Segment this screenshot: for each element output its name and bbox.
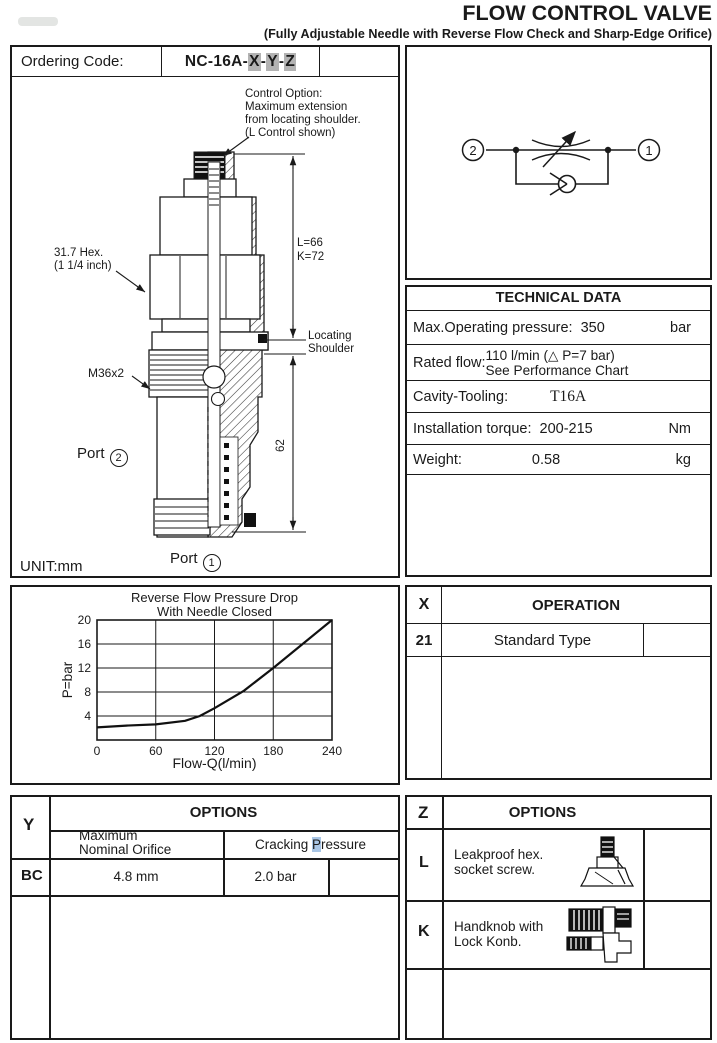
technical-data-panel [405, 285, 712, 577]
hex-socket-screw-icon [575, 835, 637, 895]
x-row-empty-cell [643, 624, 710, 656]
table-line [407, 828, 710, 830]
locating-line: Locating [308, 330, 352, 342]
code-x: X [249, 52, 260, 70]
port-word: Port [77, 445, 105, 462]
hex-size-line: (1 1/4 inch) [54, 260, 112, 272]
table-line [643, 828, 645, 968]
hex-size-line: 31.7 Hex. [54, 247, 104, 259]
z-row-l-code: L [419, 854, 429, 871]
code-y: Y [267, 52, 278, 70]
tech-label: Installation torque: [413, 420, 532, 437]
thread-size-label: M36x2 [88, 366, 125, 380]
y-subheader-line: Nominal Orifice [79, 842, 172, 857]
x-operation-table [405, 585, 712, 780]
z-table-header: OPTIONS [508, 804, 577, 821]
svg-text:20: 20 [77, 613, 91, 627]
unit-label: UNIT:mm [20, 558, 83, 575]
table-line [12, 858, 398, 860]
chart-xlabel: Flow-Q(l/min) [172, 755, 257, 771]
z-table-col-header: Z [418, 803, 429, 822]
page-title: FLOW CONTROL VALVE [462, 1, 712, 25]
tech-value: 200-215 [539, 420, 593, 437]
y-row-orifice: 4.8 mm [113, 869, 159, 884]
x-row-code: 21 [407, 624, 442, 656]
control-option-note [245, 88, 400, 140]
note-line: from locating shoulder. [245, 114, 361, 126]
y-row-pressure: 2.0 bar [254, 869, 297, 884]
y-subheader-line: Maximum [79, 828, 138, 843]
chart-title: Reverse Flow Pressure Drop [131, 590, 298, 605]
x-table-header-row [407, 587, 710, 624]
locating-shoulder-label [308, 330, 354, 356]
x-table-row-21 [407, 624, 710, 657]
port-1-number: 1 [203, 554, 221, 572]
dim-l-label: L=66 [297, 237, 323, 249]
z-row-k-label [454, 919, 543, 949]
svg-text:4: 4 [84, 709, 91, 723]
x-table-col-header: X [407, 587, 442, 623]
y-subheader-orifice [79, 829, 171, 857]
symbol-port-2: 2 [469, 143, 477, 158]
z-row-label-line: Lock Konb. [454, 934, 522, 949]
table-line [49, 797, 51, 1038]
x-empty-code-cell [407, 657, 442, 778]
table-line [328, 858, 330, 895]
tech-value: 350 [580, 319, 605, 336]
code-prefix: NC-16A- [184, 52, 249, 70]
page-subtitle: (Fully Adjustable Needle with Reverse Flow Check and Sharp-Edge Orifice) [263, 27, 712, 41]
tech-value: 110 l/min (△ P=7 bar) [485, 347, 615, 363]
tech-value-stack [486, 348, 629, 378]
scan-artifact [18, 17, 58, 26]
svg-text:180: 180 [263, 744, 284, 758]
x-table-header: OPERATION [531, 596, 621, 614]
svg-text:0: 0 [93, 744, 101, 758]
valve-drawing-panel [10, 45, 400, 578]
z-row-l-label [454, 847, 543, 877]
symbol-port-1: 1 [645, 143, 653, 158]
y-subheader-text: Cracking [254, 837, 312, 852]
tech-row-cavity [407, 381, 710, 413]
tech-label: Rated flow: [413, 354, 486, 371]
table-line [442, 797, 444, 1038]
tech-label: Weight: [413, 451, 462, 468]
y-subheader-text: ressure [321, 837, 367, 852]
z-row-k-code: K [418, 923, 430, 940]
port-2-number: 2 [110, 449, 128, 467]
svg-text:240: 240 [321, 744, 343, 758]
locating-line: Shoulder [308, 343, 355, 355]
note-line: Maximum extension [245, 101, 348, 113]
tech-value: T16A [550, 387, 587, 405]
note-line: (L Control shown) [245, 127, 336, 139]
x-row-label: Standard Type [493, 631, 592, 649]
svg-text:16: 16 [77, 637, 91, 651]
performance-chart-panel [10, 585, 400, 785]
z-options-table [405, 795, 712, 1040]
svg-text:60: 60 [149, 744, 163, 758]
svg-text:8: 8 [84, 685, 91, 699]
port-1-label [170, 550, 221, 572]
code-z: Z [285, 52, 296, 70]
tech-value: 0.58 [531, 451, 561, 468]
port-word: Port [170, 550, 198, 567]
tech-unit: kg [675, 451, 691, 468]
tech-unit: bar [670, 319, 691, 336]
tech-row-torque [407, 413, 710, 445]
table-line [407, 968, 710, 970]
y-table-col-header: Y [23, 815, 35, 834]
port-2-label [77, 445, 128, 467]
hydraulic-symbol-panel [405, 45, 712, 280]
z-row-label-line: Leakproof hex. [454, 847, 544, 862]
dim-k-label: K=72 [297, 251, 325, 263]
tech-value2: See Performance Chart [485, 362, 629, 378]
tech-label: Cavity-Tooling: [413, 388, 509, 405]
x-table-empty-row [407, 657, 710, 778]
code-sep: - [278, 52, 285, 70]
y-subheader-cracking [223, 837, 398, 852]
reverse-flow-pressure-chart [12, 587, 398, 783]
note-line: Control Option: [245, 88, 323, 100]
svg-text:12: 12 [77, 661, 91, 675]
handknob-icon [565, 905, 639, 965]
table-line [12, 895, 398, 897]
z-row-label-line: socket screw. [454, 862, 536, 877]
chart-subtitle: With Needle Closed [157, 604, 272, 619]
z-row-label-line: Handknob with [454, 919, 544, 934]
dim-62-label: 62 [275, 439, 287, 452]
hex-size-label [54, 247, 112, 273]
x-empty-cell [442, 657, 710, 778]
chart-ylabel: P=bar [60, 661, 75, 699]
ordering-code-label: Ordering Code: [12, 47, 162, 76]
hydraulic-symbol [407, 47, 710, 278]
technical-data-title: TECHNICAL DATA [407, 287, 710, 311]
y-options-table [10, 795, 400, 1040]
y-table-header: OPTIONS [189, 804, 258, 821]
svg-text:120: 120 [204, 744, 225, 758]
tech-row-max-pressure [407, 311, 710, 345]
y-subheader-highlight: P [312, 837, 322, 852]
tech-label: Max.Operating pressure: [413, 319, 573, 336]
code-sep: - [260, 52, 267, 70]
y-row-code: BC [21, 867, 43, 884]
tech-row-weight [407, 445, 710, 475]
tech-unit: Nm [668, 420, 691, 437]
table-line [407, 900, 710, 902]
tech-row-rated-flow [407, 345, 710, 381]
